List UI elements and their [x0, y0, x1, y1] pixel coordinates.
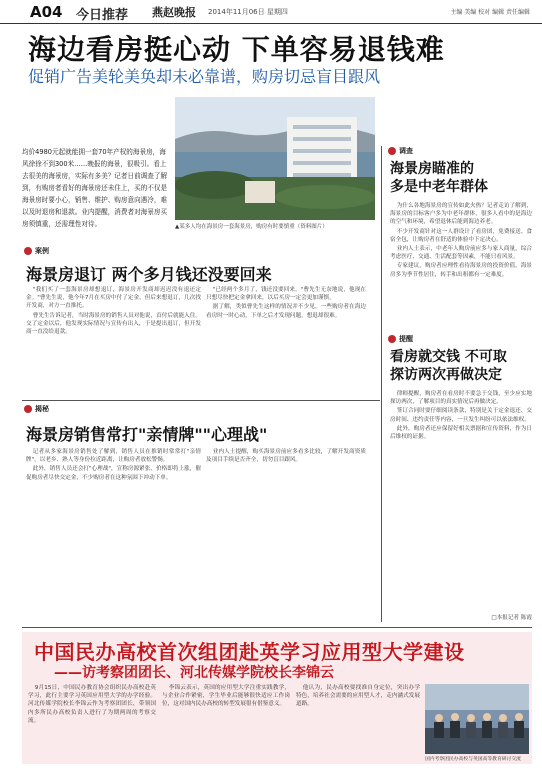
survey-tag [388, 146, 413, 156]
case2-col1 [26, 448, 201, 623]
reminder-para: 律师提醒，购房者在看房时不要急于交钱，至少应实地探访两次，了解项目的真实情况后再做决定。 [390, 391, 532, 406]
case1-col2 [206, 286, 366, 401]
case-tag [24, 246, 49, 256]
banner-photo [425, 684, 529, 754]
survey-para: 不少开发商针对这一人群设计了看房团，免费接送、食宿全包，让购房者在舒适的体验中下定决心。 [390, 228, 532, 243]
lead-text: 均价4980元起就能拥一套70年产权的海景房，海风徐徐不到300米……晚报的海景，很吸引。看上去很美的海景房，实际有多美？记者日前调查了解到，有购房者看好的海景房还未住上，买的不仅是海景房时要小心，销售、维护、购房意向遇冷，难以及时退房和退款。业内提醒，消费者对海景房买房须慎重，还需理性对待。 [22, 148, 168, 228]
case2-col2 [206, 448, 366, 623]
case1-para: 据了解，类似曹先生这样的情况并不少见，一些购房者在海边看房时一时心动，下单之后才发现问题，想退却很难。 [206, 304, 366, 319]
banner-subtitle: ——访考察团团长、河北传媒学院校长李锦云 [54, 665, 334, 681]
reminder-tag-label: 提醒 [399, 335, 413, 343]
case2-para: 此外，销售人员还会打"心理战"，宣称房源紧张、价格即将上涨，催促购房者尽快交定金，不少购房者在这种氛围下冲动下单。 [26, 466, 201, 481]
survey-para: 业内人士表示，中老年人购房前应多与家人商量，综合考虑医疗、交通、生活配套等因素，不能只看风景。 [390, 246, 532, 261]
reveal-tag-label: 揭秘 [35, 405, 49, 413]
bullet-icon [24, 247, 32, 255]
case2-para: 业内人士提醒，购买海景房前应多看多比较，了解开发商资质及项目手续是否齐全，切勿盲目跟风。 [206, 449, 366, 464]
seaside-illustration [175, 97, 375, 220]
survey-tag-label: 调查 [399, 147, 413, 155]
reminder-para: 此外，购房者还应保留好相关票据和宣传资料，作为日后维权的证据。 [390, 425, 532, 441]
staff-line: 主编 美编 校对 编辑 责任编辑 [450, 9, 530, 16]
section-divider [22, 400, 380, 401]
case2-title: 海景房销售常打"亲情牌""心理战" [26, 425, 268, 444]
survey-para: 专家建议，购房者应理性看待海景房的投资价值，海景房多为季节性居住，转手和出租都有一定难度。 [390, 263, 532, 278]
case2-para: 记者从多家海景房销售处了解到，销售人员在推销时常常打"亲情牌"，以老乡、熟人等身份拉近距离，让购房者放松警惕。 [26, 449, 201, 464]
survey-title: 海景房瞄准的 多是中老年群体 [390, 161, 488, 195]
lead-paragraph [22, 146, 172, 230]
bullet-icon [388, 335, 396, 343]
column-divider [381, 146, 382, 622]
byline: □本报记者 陈霞 [491, 615, 532, 621]
issue-date: 2014年11月06日 星期四 [208, 8, 288, 16]
main-headline: 海边看房挺心动 下单容易退钱难 [28, 33, 445, 66]
banner-title: 中国民办高校首次组团赴英学习应用型大学建设 [34, 640, 465, 664]
section-label: 今日推荐 [76, 8, 129, 23]
bullet-icon [24, 405, 32, 413]
case1-col1 [26, 286, 201, 401]
masthead [0, 0, 542, 24]
banner-col1 [28, 684, 156, 764]
reminder-body [390, 390, 532, 610]
banner-col2 [162, 684, 290, 764]
banner-para: 他认为，民办高校要找准自身定位，突出办学特色，培养社会需要的应用型人才，走内涵式发展道路。 [296, 685, 420, 708]
newspaper-name: 燕赵晚报 [152, 6, 196, 19]
reminder-tag [388, 334, 413, 344]
reminder-para: 签订合同时要仔细阅读条款，特别是关于定金退还、交房时间、违约责任等内容，一旦发生纠纷可以依法维权。 [390, 408, 532, 423]
survey-para: 为什么各地海景房的宣传如此火热？记者走访了解到，海景房的目标客户多为中老年群体，很多人看中的是海边的空气和环境，希望退休后能到海边养老。 [390, 203, 532, 226]
photo-caption: ▲某多人均在海景房一套海景房，购房有时要慎重（资料图片） [175, 224, 328, 230]
banner-para: 李锦云表示，英国的应用型大学注重实践教学，与企业合作紧密，学生毕业后能够很快适应工作岗位，这对国内民办高校的转型发展很有借鉴意义。 [162, 685, 290, 708]
case1-para: 曹先生告诉记者，当时海景房的销售人员对他说，首付后就能入住。交了定金以后，他发现实际情况与宣传有出入，于是提出退订，但开发商一直没给退款。 [26, 312, 201, 336]
case1-para: "我们买了一套海景房却想退订，海景房开发商却迟迟没有退还定金。"曹先生说，他今年7月在买房中付了定金，但后来想退订，几次找开发商，对方一直推托。 [26, 287, 201, 310]
main-subhead: 促销广告美轮美奂却未必靠谱，购房切忌盲目跟风 [28, 67, 381, 86]
group-photo-illustration [425, 684, 529, 754]
section-divider [22, 627, 532, 628]
reveal-tag [24, 404, 49, 414]
banner-photo-caption: 国内考察团民办高校与英国高等教育研讨交流 [425, 757, 521, 762]
bullet-icon [388, 147, 396, 155]
banner-para: 9月15日，中国民办教育协会组织民办高校赴英学习，此行主要学习英国应用型大学的办学经验。河北传媒学院校长李锦云作为考察团团长，带领国内多所民办高校负责人进行了为期两周的考察交流。 [28, 685, 156, 724]
seaside-photo [175, 97, 375, 220]
case1-para: "已经两个多月了，钱还没要回来。"曹先生无奈地说，他现在只想尽快把定金拿回来，以后买房一定会更加谨慎。 [206, 287, 366, 302]
survey-body [390, 202, 532, 330]
reminder-title: 看房就交钱 不可取 探访两次再做决定 [390, 349, 507, 383]
case-tag-label: 案例 [35, 247, 49, 255]
page-number: A04 [30, 3, 63, 21]
case1-title: 海景房退订 两个多月钱还没要回来 [26, 265, 272, 284]
banner-col3 [296, 684, 420, 764]
